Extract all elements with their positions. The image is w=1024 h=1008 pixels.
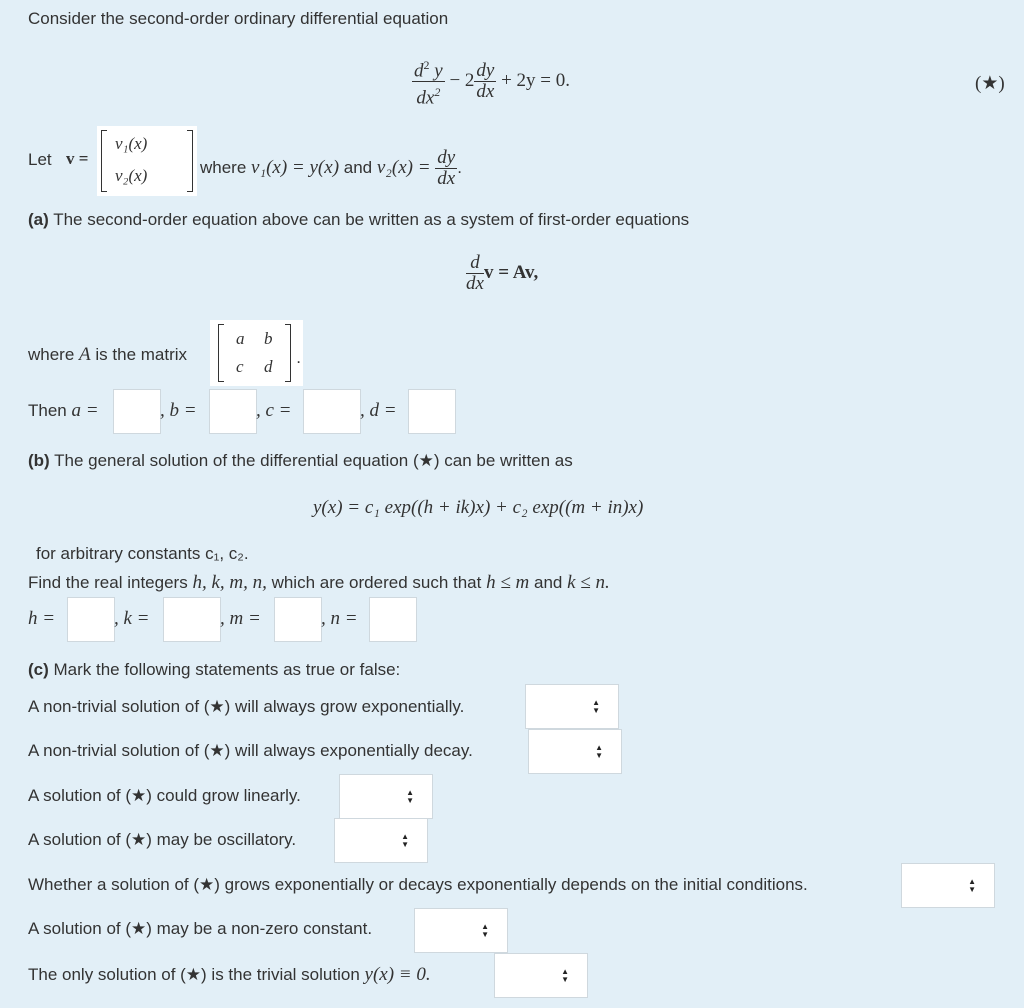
m-label: , m = bbox=[220, 608, 261, 629]
general-solution: y(x) = c₁ exp((h + ik)x) + c₂ exp((m + in)x) bbox=[313, 497, 644, 518]
statement-5-select[interactable] bbox=[901, 863, 995, 908]
answer-h-input[interactable] bbox=[67, 597, 115, 642]
answer-c-input[interactable] bbox=[303, 389, 361, 434]
statement-3: A solution of (★) could grow linearly. bbox=[28, 786, 301, 805]
part-a-heading: (a) The second-order equation above can be written as a system of first-order equations bbox=[28, 210, 690, 229]
v-definition: where v₁(x) = y(x) and v₂(x) = $\frac{dy}{dx}$ . bbox=[200, 147, 462, 189]
v-eq: v = bbox=[66, 149, 89, 168]
k-label: , k = bbox=[114, 608, 150, 629]
select-arrows-icon: ▲ ▼ bbox=[401, 831, 409, 849]
part-b-heading: (b) The general solution of the differential equation (★) can be written as bbox=[28, 451, 573, 470]
statement-2-select[interactable] bbox=[528, 729, 622, 774]
v-vector bbox=[97, 126, 197, 196]
statement-3-select[interactable] bbox=[339, 774, 433, 819]
answer-a-input[interactable] bbox=[113, 389, 161, 434]
select-arrows-icon: ▲ ▼ bbox=[561, 966, 569, 984]
statement-7: The only solution of (★) is the trivial solution y(x) ≡ 0. bbox=[28, 964, 431, 985]
statement-5: Whether a solution of (★) grows exponentially or decays exponentially depends on the initial conditions. bbox=[28, 875, 808, 894]
v1-entry: v₁(x) bbox=[115, 134, 148, 153]
matrix-entry-a: a bbox=[236, 329, 245, 348]
d-label: , d = bbox=[360, 400, 397, 421]
system-equation: $\frac{d}{dx}$ v = Av, bbox=[466, 252, 539, 294]
find-integers-text: Find the real integers h, k, m, n, which are ordered such that h ≤ m and k ≤ n. bbox=[28, 572, 610, 593]
ode-equation: $\frac{d^2 y}{dx^2}$ − 2 $\frac{dy}{dx}$ + 2y = 0. bbox=[412, 55, 570, 109]
ode-tag: (★) bbox=[975, 73, 1005, 94]
matrix-period: . bbox=[296, 348, 301, 367]
intro-text: Consider the second-order ordinary differential equation bbox=[28, 9, 449, 28]
statement-4: A solution of (★) may be oscillatory. bbox=[28, 830, 297, 849]
c-label: , c = bbox=[256, 400, 292, 421]
matrix-A bbox=[210, 320, 303, 386]
statement-7-select[interactable] bbox=[494, 953, 588, 998]
h-label: h = bbox=[28, 608, 56, 629]
select-arrows-icon: ▲ ▼ bbox=[595, 742, 603, 760]
answer-d-input[interactable] bbox=[408, 389, 456, 434]
statement-6: A solution of (★) may be a non-zero constant. bbox=[28, 919, 373, 938]
select-arrows-icon: ▲ ▼ bbox=[406, 787, 414, 805]
arbitrary-constants: for arbitrary constants c₁, c₂. bbox=[36, 544, 249, 563]
b-label: , b = bbox=[160, 400, 197, 421]
select-arrows-icon: ▲ ▼ bbox=[481, 921, 489, 939]
statement-1: A non-trivial solution of (★) will always grow exponentially. bbox=[28, 697, 465, 716]
matrix-entry-c: c bbox=[236, 357, 244, 376]
part-c-heading: (c) Mark the following statements as true or false: bbox=[28, 660, 401, 679]
answer-b-input[interactable] bbox=[209, 389, 257, 434]
matrix-entry-d: d bbox=[264, 357, 273, 376]
statement-2: A non-trivial solution of (★) will always exponentially decay. bbox=[28, 741, 473, 760]
matrix-entry-b: b bbox=[264, 329, 273, 348]
v2-entry: v₂(x) bbox=[115, 166, 148, 185]
let-label: Let bbox=[28, 150, 52, 169]
matrix-caption: where A is the matrix bbox=[28, 344, 188, 365]
n-label: , n = bbox=[321, 608, 358, 629]
answer-n-input[interactable] bbox=[369, 597, 417, 642]
statement-6-select[interactable] bbox=[414, 908, 508, 953]
answer-k-input[interactable] bbox=[163, 597, 221, 642]
answer-m-input[interactable] bbox=[274, 597, 322, 642]
then-label: Then a = bbox=[28, 400, 99, 421]
statement-4-select[interactable] bbox=[334, 818, 428, 863]
statement-1-select[interactable] bbox=[525, 684, 619, 729]
select-arrows-icon: ▲ ▼ bbox=[968, 876, 976, 894]
select-arrows-icon: ▲ ▼ bbox=[592, 697, 600, 715]
